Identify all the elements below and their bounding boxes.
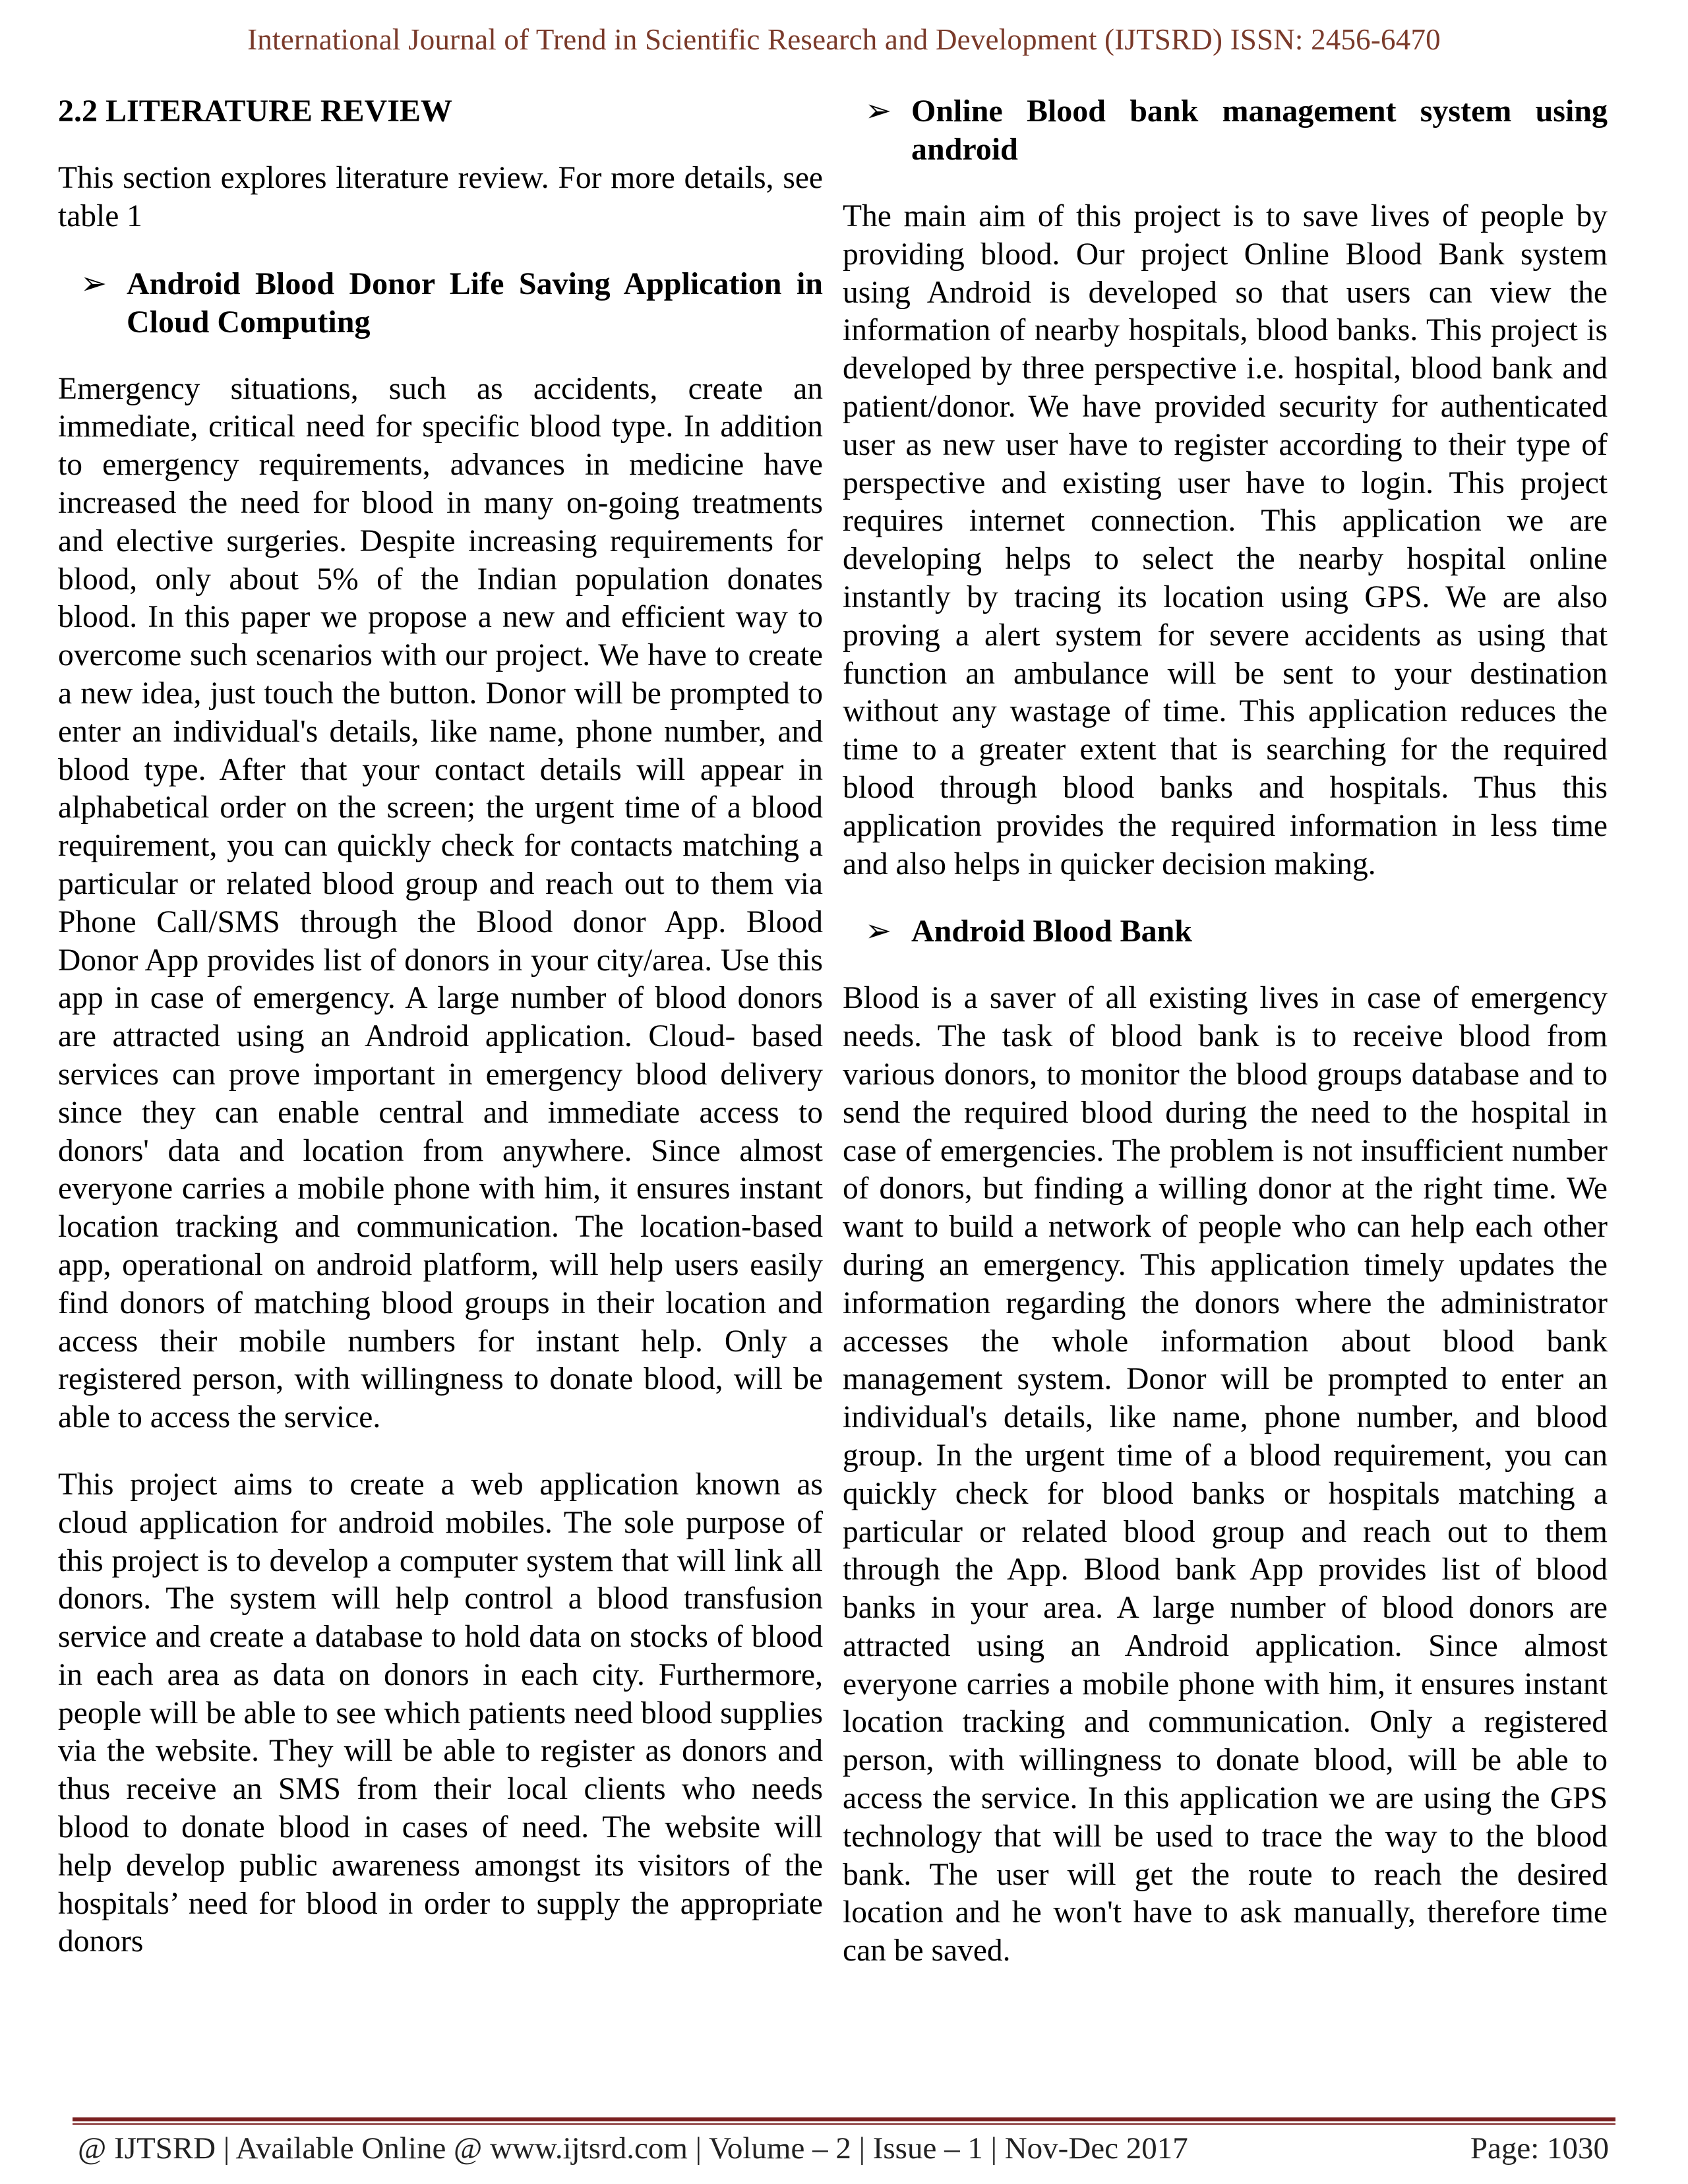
bullet-heading-text: Online Blood bank management system using android [911,94,1608,167]
bullet-heading-android-blood-donor [58,265,823,341]
arrow-bullet-icon: ➢ [865,914,892,949]
section-title: 2.2 LITERATURE REVIEW [58,94,452,129]
arrow-bullet-icon: ➢ [80,266,107,301]
bullet-heading-text: Android Blood Bank [911,914,1192,949]
body-paragraph: Emergency situations, such as accidents, create an immediate, critical need for specific blood type. In addition to emergency requirements, advances in medicine have increased the need for blood in many on-going treatments and elective surgeries. Despite increasing requirements for blood, only about 5% of the Indian population donates blood. In this paper we propose a new and efficient way to overcome such scenarios with our project. We have to create a new idea, just touch the button. Donor will be prompted to enter an individual's details, like name, phone number, and blood type. After that your contact details will appear in alphabetical order on the screen; the urgent time of a blood requirement, you can quickly check for contacts matching a particular or related blood group and reach out to them via Phone Call/SMS through the Blood donor App. Blood Donor App provides list of donors in your city/area. Use this app in case of emergency. A large number of blood donors are attracted using an Android application. Cloud- based services can prove important in emergency blood delivery since they can enable central and immediate access to donors' data and location from anywhere. Since almost everyone carries a mobile phone with him, it ensures instant location tracking and communication. The location-based app, operational on android platform, will help users easily find donors of matching blood groups in their location and access their mobile numbers for instant help. Only a registered person, with willingness to donate blood, will be able to access the service. [58,371,823,1435]
journal-header: International Journal of Trend in Scientific Research and Development (IJTSRD) ISSN: 2456-6470 [247,23,1441,56]
body-paragraph: Blood is a saver of all existing lives in case of emergency needs. The task of blood bank is to receive blood from various donors, to monitor the blood groups database and to send the required blood during the need to the hospital in case of emergencies. The problem is not insufficient number of donors, but finding a willing donor at the right time. We want to build a network of people who can help each other during an emergency. This application timely updates the information regarding the donors where the administrator accesses the whole information about blood bank management system. Donor will be prompted to enter an individual's details, like name, phone number, and blood group. In the urgent time of a blood requirement, you can quickly check for blood banks or hospitals matching a particular or related blood group and reach out to them through the App. Blood bank App provides list of blood banks in your area. A large number of blood donors are attracted using an Android application. Since almost everyone carries a mobile phone with him, it ensures instant location tracking and communication. Only a registered person, with willingness to donate blood, will be able to access the service. In this application we are using the GPS technology that will be used to trace the way to the blood bank. The user will get the route to reach the desired location and he won't have to ask manually, therefore time can be saved. [843,981,1608,1968]
body-paragraph: The main aim of this project is to save lives of people by providing blood. Our project Online Blood Bank system using Android is developed so that users can view the information of nearby hospitals, blood banks. This project is developed by three perspective i.e. hospital, blood bank and patient/donor. We have provided security for authenticated user as new user have to register according to their type of perspective and existing user have to login. This project requires internet connection. This application we are developing helps to select the nearby hospital online instantly by tracing its location using GPS. We are also proving a alert system for severe accidents as using that function an ambulance will be sent to your destination without any wastage of time. This application reduces the time to a greater extent that is searching for the required blood through blood banks and hospitals. Thus this application provides the required information in less time and also helps in quicker decision making. [843,199,1608,881]
page-number: Page: 1030 [1470,2131,1609,2166]
footer-rule-thin [73,2123,1615,2125]
left-column [58,92,823,1961]
bullet-heading-online-blood-bank [843,92,1608,169]
bullet-heading-android-blood-bank [843,912,1608,951]
footer-rule [73,2117,1615,2121]
right-column [843,92,1608,1970]
page-footer [78,2131,1609,2166]
body-paragraph: This project aims to create a web application known as cloud application for android mobiles. The sole purpose of this project is to develop a computer system that will link all donors. The system will help control a blood transfusion service and create a database to hold data on stocks of blood in each area as data on donors in each city. Furthermore, people will be able to see which patients need blood supplies via the website. They will be able to register as donors and thus receive an SMS from their local clients who needs blood to donate blood in cases of need. The website will help develop public awareness amongst its visitors of the hospitals’ need for blood in order to supply the appropriate donors [58,1467,823,1959]
bullet-heading-text: Android Blood Donor Life Saving Application in Cloud Computing [127,266,823,339]
arrow-bullet-icon: ➢ [865,94,892,129]
intro-paragraph: This section explores literature review. For more details, see table 1 [58,161,823,233]
footer-citation: @ IJTSRD | Available Online @ www.ijtsrd.com | Volume – 2 | Issue – 1 | Nov-Dec 2017 [78,2131,1188,2166]
